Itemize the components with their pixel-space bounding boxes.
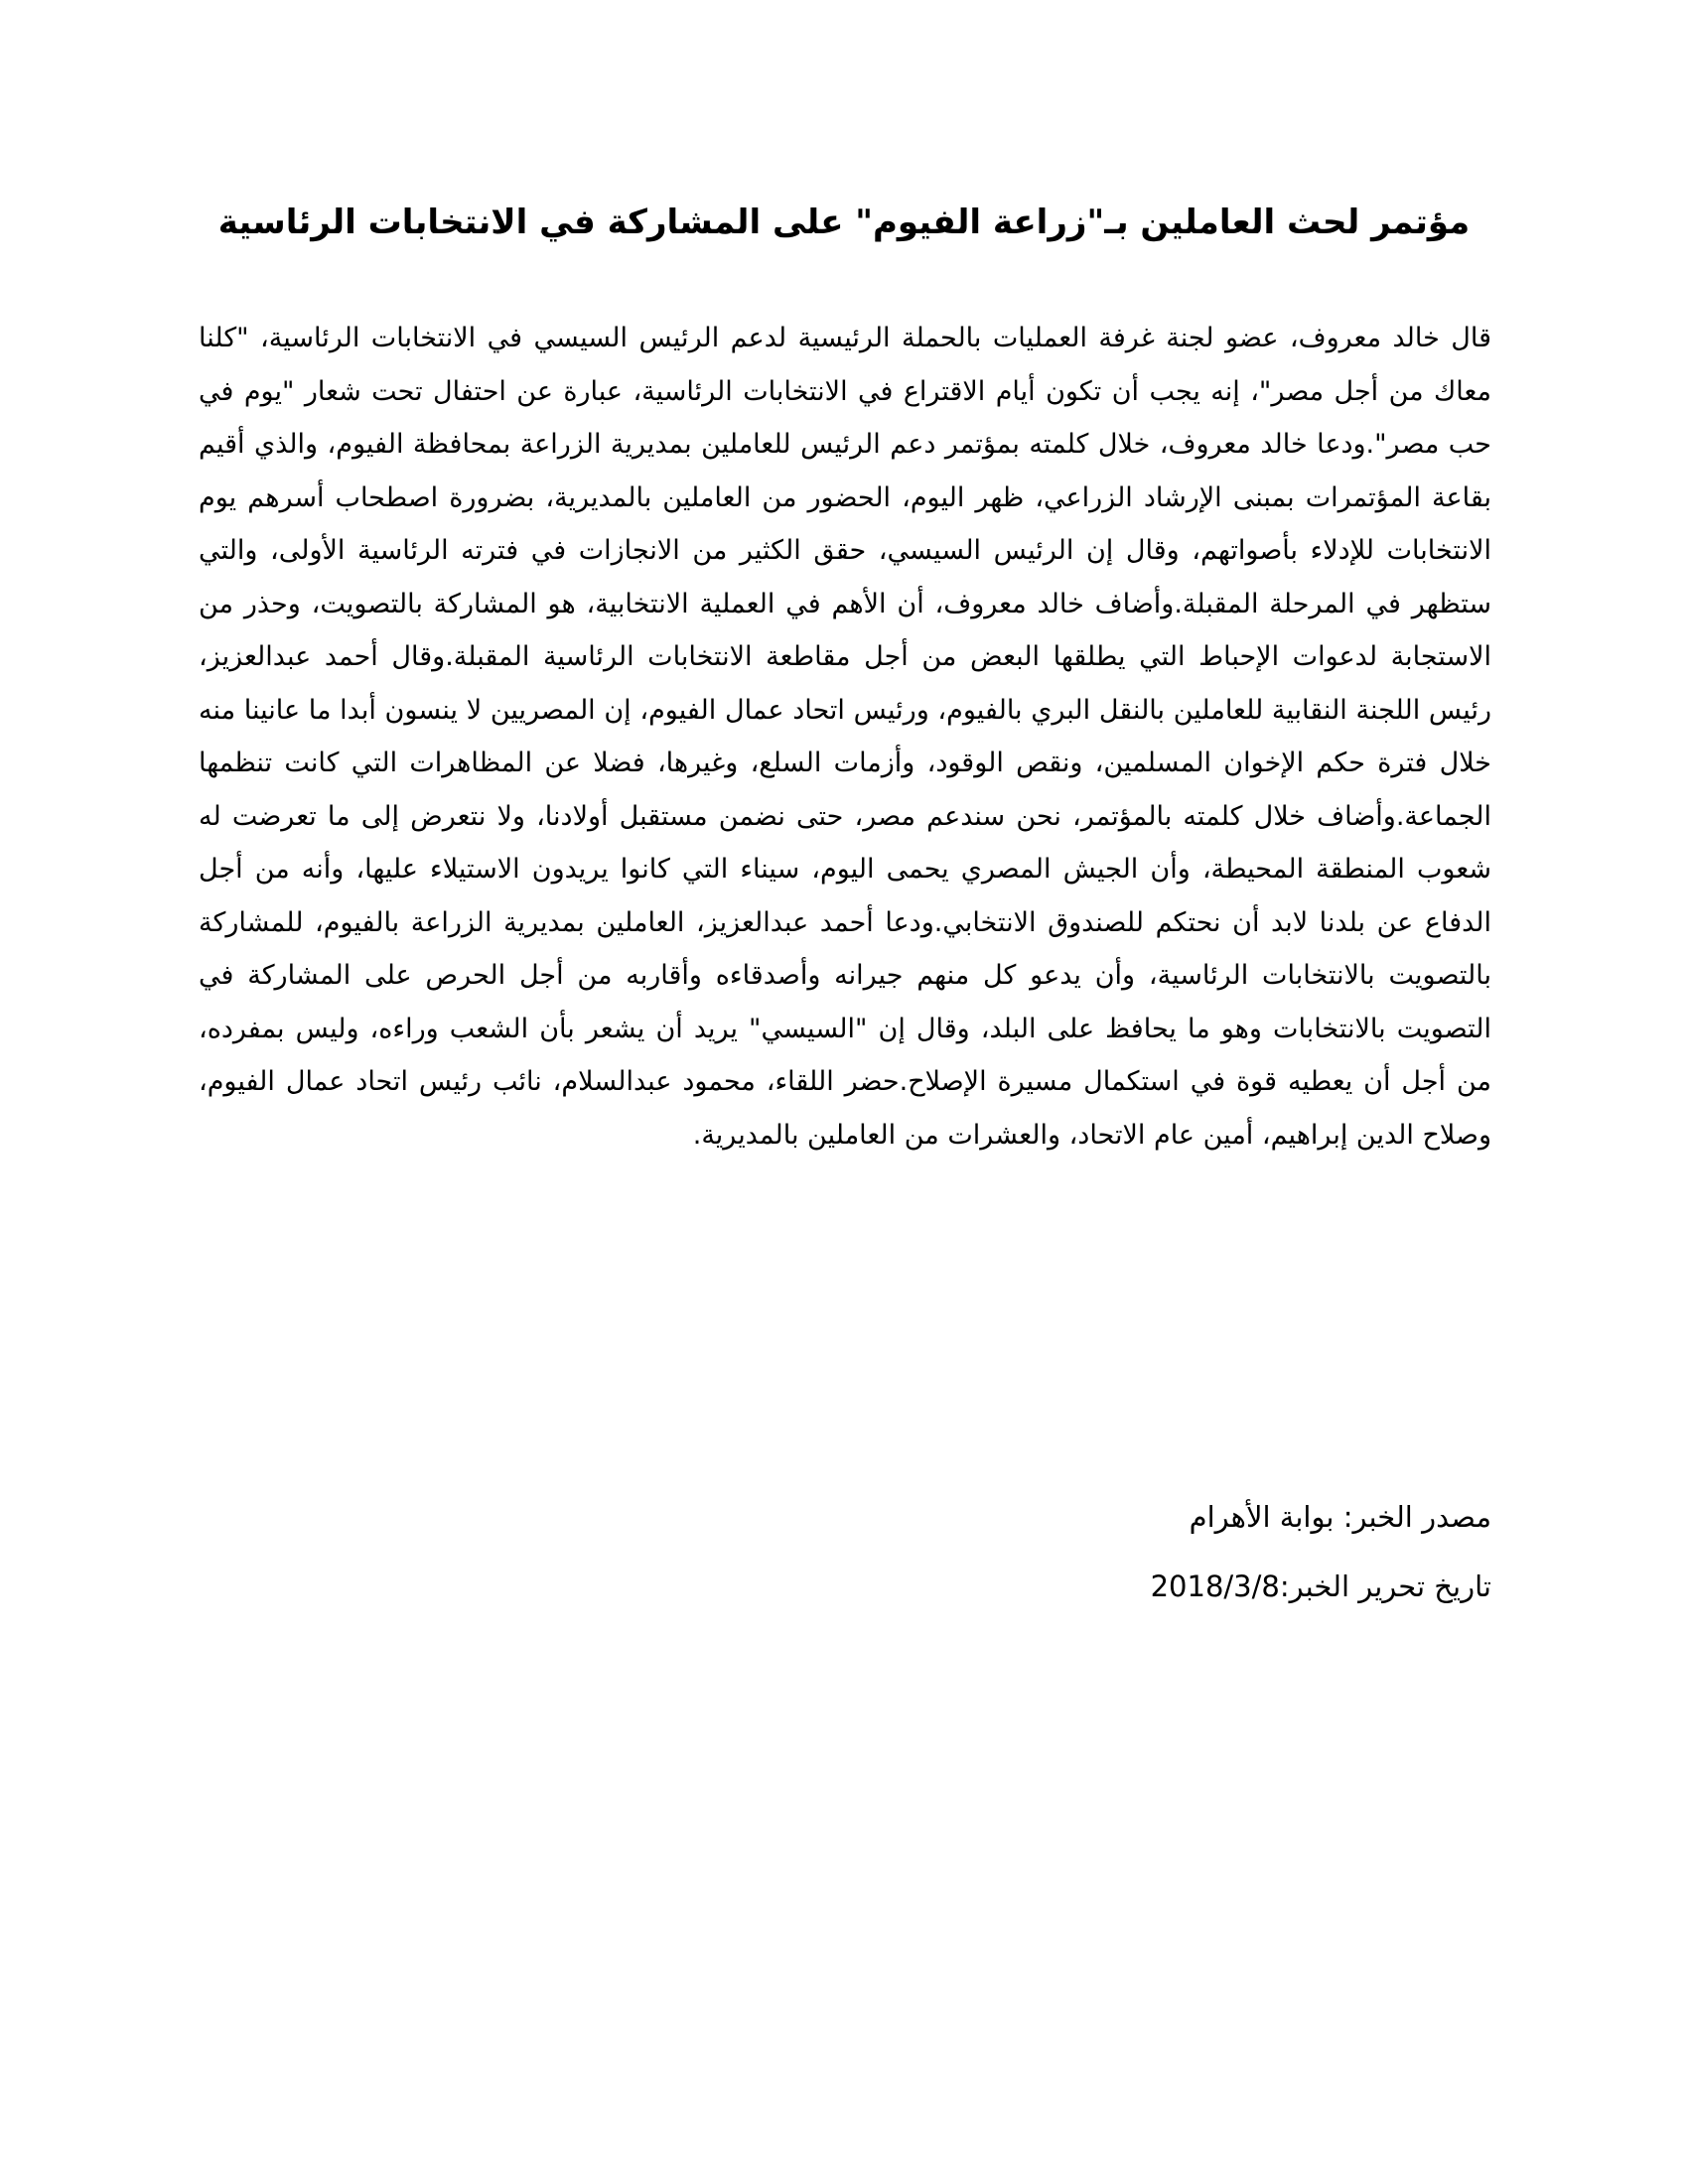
news-source-line: مصدر الخبر: بوابة الأهرام [1189,1500,1491,1534]
article-body: قال خالد معروف، عضو لجنة غرفة العمليات بالحملة الرئيسية لدعم الرئيس السيسي في الانتخابات الرئاسية، "كلنا معاك من أجل مصر"، إنه يجب أن تكون أيام الاقتراع في الانتخابات الرئاسية، عبارة عن احتفال تحت شعار "يوم في حب مصر".ودعا خالد معروف، خلال كلمته بمؤتمر دعم الرئيس للعاملين بمديرية الزراعة بمحافظة الفيوم، والذي أقيم بقاعة المؤتمرات بمبنى الإرشاد الزراعي، ظهر اليوم، الحضور من العاملين بالمديرية، بضرورة اصطحاب أسرهم يوم الانتخابات للإدلاء بأصواتهم، وقال إن الرئيس السيسي، حقق الكثير من الانجازات في فترته الرئاسية الأولى، والتي ستظهر في المرحلة المقبلة.وأضاف خالد معروف، أن الأهم في العملية الانتخابية، هو المشاركة بالتصويت، وحذر من الاستجابة لدعوات الإحباط التي يطلقها البعض من أجل مقاطعة الانتخابات الرئاسية المقبلة.وقال أحمد عبدالعزيز، رئيس اللجنة النقابية للعاملين بالنقل البري بالفيوم، ورئيس اتحاد عمال الفيوم، إن المصريين لا ينسون أبدا ما عانينا منه خلال فترة حكم الإخوان المسلمين، ونقص الوقود، وأزمات السلع، وغيرها، فضلا عن المظاهرات التي كانت تنظمها الجماعة.وأضاف خلال كلمته بالمؤتمر، نحن سندعم مصر، حتى نضمن مستقبل أولادنا، ولا نتعرض إلى ما تعرضت له شعوب المنطقة المحيطة، وأن الجيش المصري يحمى اليوم، سيناء التي كانوا يريدون الاستيلاء عليها، وأنه من أجل الدفاع عن بلدنا لابد أن نحتكم للصندوق الانتخابي.ودعا أحمد عبدالعزيز، العاملين بمديرية الزراعة بالفيوم، للمشاركة بالتصويت بالانتخابات الرئاسية، وأن يدعو كل منهم جيرانه وأصدقاءه وأقاربه من أجل الحرص على المشاركة في التصويت بالانتخابات وهو ما يحافظ على البلد، وقال إن "السيسي" يريد أن يشعر بأن الشعب وراءه، وليس بمفرده، من أجل أن يعطيه قوة في استكمال مسيرة الإصلاح.حضر اللقاء، محمود عبدالسلام، نائب رئيس اتحاد عمال الفيوم، وصلاح الدين إبراهيم، أمين عام الاتحاد، والعشرات من العاملين بالمديرية. [199,323,1491,1151]
article-title: مؤتمر لحث العاملين بـ"زراعة الفيوم" على المشاركة في الانتخابات الرئاسية [217,203,1471,242]
edit-date-line: تاريخ تحرير الخبر:2018/3/8 [1150,1570,1491,1603]
